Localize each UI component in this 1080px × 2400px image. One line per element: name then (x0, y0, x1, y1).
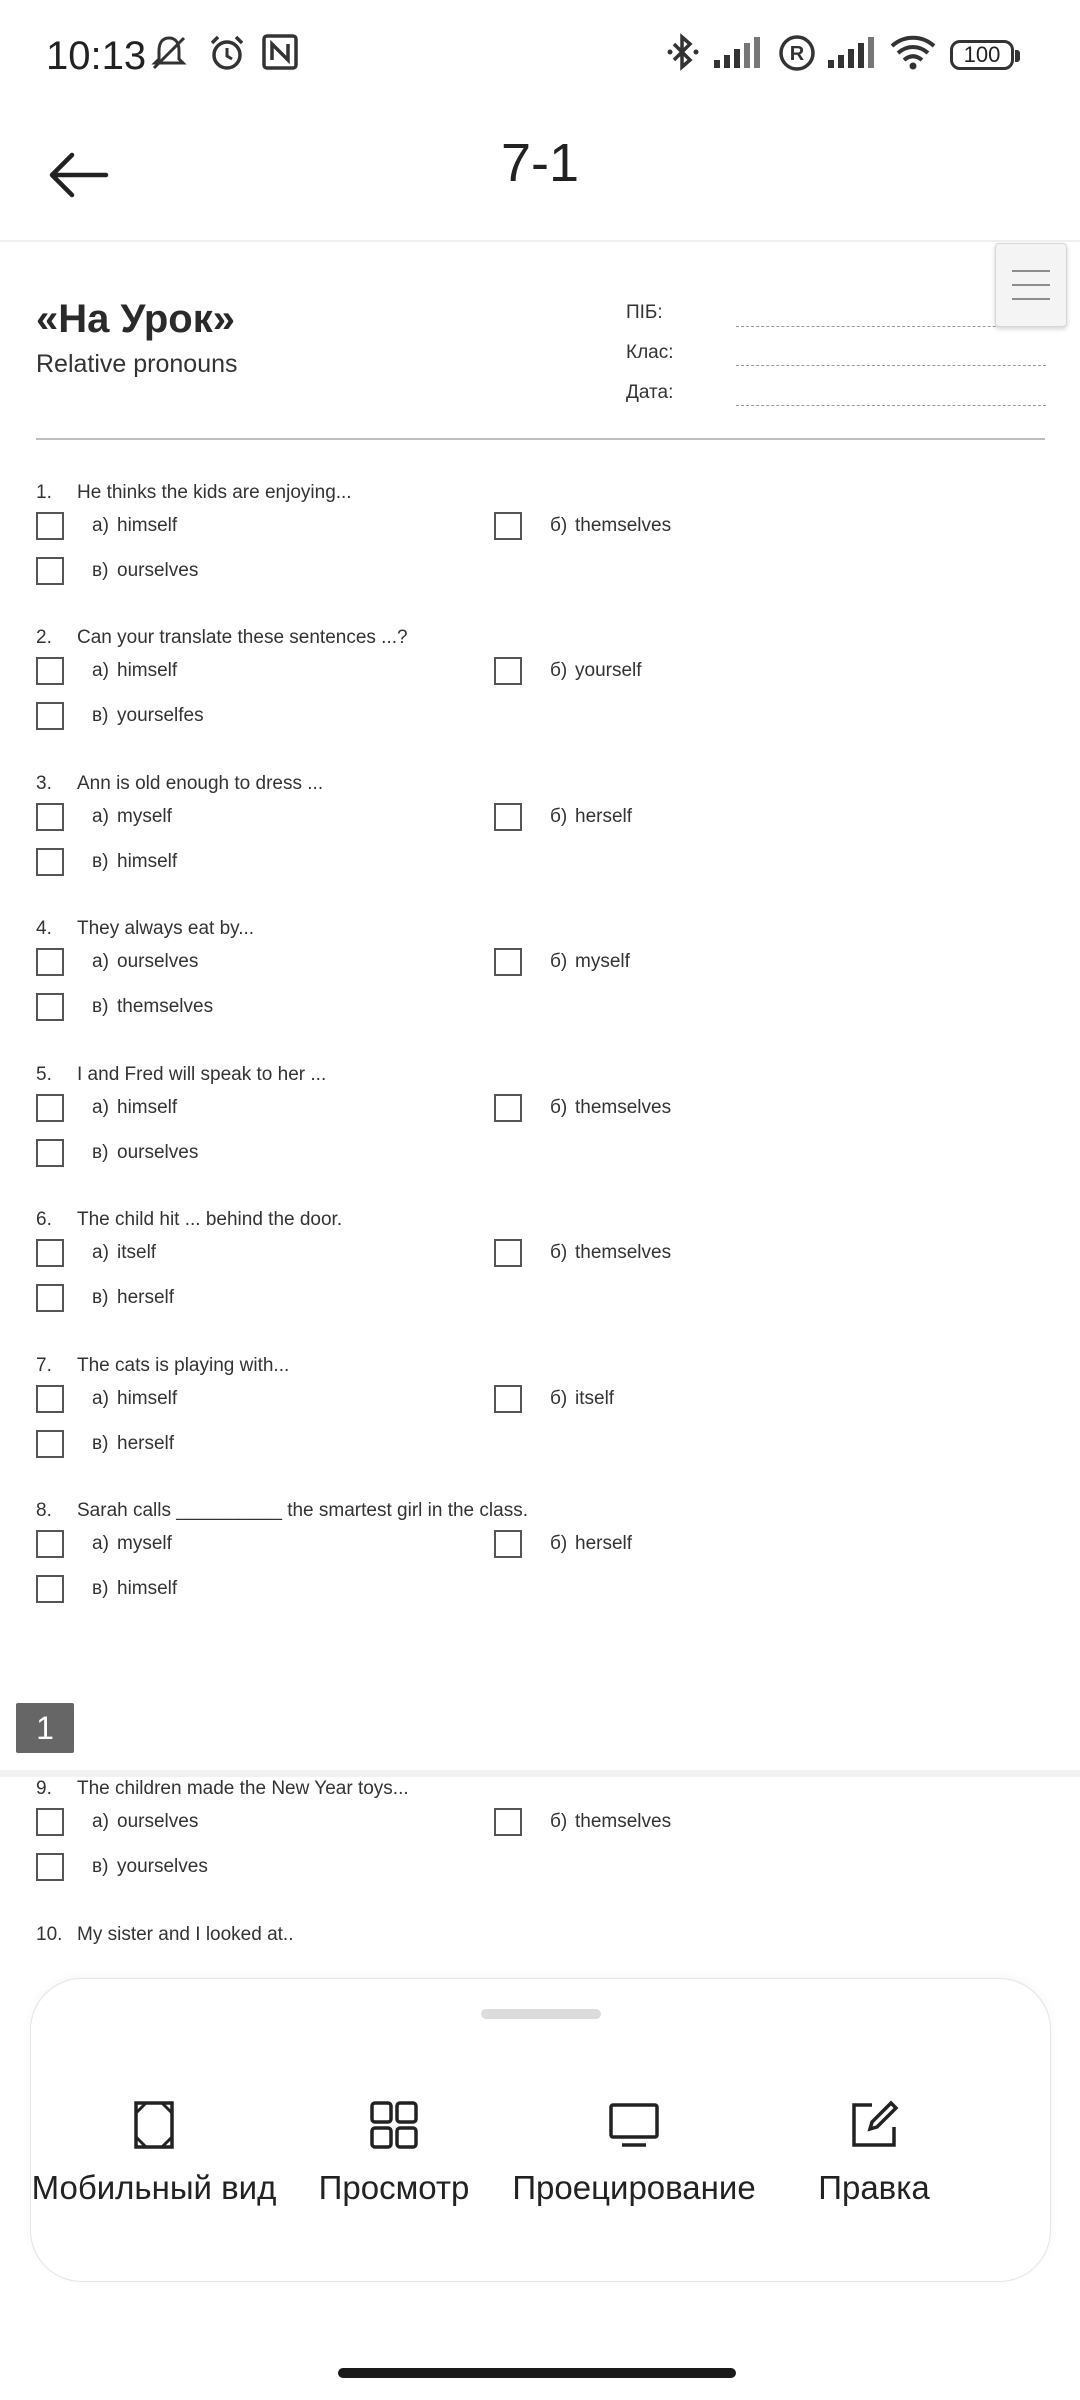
mobile-view-icon (128, 2099, 180, 2151)
option-text: ourselves (117, 951, 199, 972)
option-letter: б) (550, 515, 568, 536)
wifi-icon (888, 32, 938, 74)
answer-checkbox[interactable] (36, 1575, 64, 1603)
answer-checkbox[interactable] (36, 657, 64, 685)
answer-checkbox[interactable] (36, 803, 64, 831)
answer-checkbox[interactable] (36, 1239, 64, 1267)
option-letter: б) (550, 806, 568, 827)
answer-checkbox[interactable] (494, 512, 522, 540)
edit-button[interactable] (749, 2099, 999, 2207)
question-text: I and Fred will speak to her ... (77, 1064, 327, 1085)
page-title: 7-1 (500, 133, 580, 193)
menu-button[interactable] (995, 243, 1067, 327)
sheet-drag-handle[interactable] (481, 2009, 601, 2019)
question-number: 10. (36, 1924, 63, 1945)
option-text: itself (575, 1388, 615, 1409)
question-text: Ann is old enough to dress ... (77, 773, 324, 794)
question-number: 6. (36, 1209, 52, 1230)
date-field-line (736, 405, 1046, 406)
option-text: themselves (117, 996, 214, 1017)
option-text: myself (117, 1533, 172, 1554)
date-field-label: Дата: (626, 382, 674, 403)
option-text: itself (117, 1242, 157, 1263)
answer-checkbox[interactable] (36, 1385, 64, 1413)
option-text: yourselfes (117, 705, 204, 726)
option-letter: б) (550, 1242, 568, 1263)
option-text: himself (117, 1388, 178, 1409)
question-number: 9. (36, 1778, 52, 1799)
question-text: They always eat by... (77, 918, 255, 939)
answer-checkbox[interactable] (494, 1530, 522, 1558)
answer-checkbox[interactable] (36, 1284, 64, 1312)
monitor-icon (608, 2099, 660, 2151)
question-text: Sarah calls __________ the smartest girl in the class. (77, 1500, 528, 1521)
question-text: The cats is playing with... (77, 1355, 290, 1376)
question-number: 1. (36, 482, 52, 503)
page-break (0, 1770, 1080, 1777)
answer-checkbox[interactable] (36, 993, 64, 1021)
option-letter: в) (92, 1578, 109, 1599)
option-letter: б) (550, 1388, 568, 1409)
projection-label: Проецирование (512, 2169, 756, 2206)
answer-checkbox[interactable] (36, 512, 64, 540)
answer-checkbox[interactable] (494, 657, 522, 685)
option-text: ourselves (117, 560, 199, 581)
preview-label: Просмотр (318, 2169, 470, 2206)
answer-checkbox[interactable] (36, 1808, 64, 1836)
app-bar (0, 110, 1080, 240)
class-field-line (736, 365, 1046, 366)
option-letter: б) (550, 951, 568, 972)
answer-checkbox[interactable] (494, 803, 522, 831)
option-text: himself (117, 515, 178, 536)
option-letter: а) (92, 1388, 109, 1409)
document-brand: «На Урок» (36, 297, 235, 341)
answer-checkbox[interactable] (494, 948, 522, 976)
answer-checkbox[interactable] (494, 1808, 522, 1836)
option-letter: в) (92, 705, 109, 726)
option-text: herself (117, 1433, 175, 1454)
option-text: themselves (575, 1242, 672, 1263)
option-text: yourself (575, 660, 642, 681)
status-time: 10:13 (46, 34, 147, 78)
name-field-label: ПІБ: (626, 302, 663, 323)
question-number: 5. (36, 1064, 52, 1085)
option-text: herself (117, 1287, 175, 1308)
option-letter: а) (92, 1811, 109, 1832)
option-text: ourselves (117, 1811, 199, 1832)
option-letter: б) (550, 1533, 568, 1554)
answer-checkbox[interactable] (36, 848, 64, 876)
roaming-icon (776, 32, 818, 74)
bluetooth-icon (664, 32, 702, 74)
option-text: herself (575, 806, 633, 827)
question-text: The child hit ... behind the door. (77, 1209, 343, 1230)
svg-text:R: R (789, 43, 805, 65)
document-page[interactable] (0, 242, 1080, 1945)
answer-checkbox[interactable] (36, 1139, 64, 1167)
answer-checkbox[interactable] (36, 1530, 64, 1558)
class-field-label: Клас: (626, 342, 674, 363)
option-letter: в) (92, 1856, 109, 1877)
answer-checkbox[interactable] (36, 948, 64, 976)
option-text: myself (117, 806, 172, 827)
status-bar (0, 0, 1080, 110)
option-text: herself (575, 1533, 633, 1554)
question-number: 4. (36, 918, 52, 939)
question-text: Can your translate these sentences ...? (77, 627, 408, 648)
answer-checkbox[interactable] (494, 1094, 522, 1122)
projection-button[interactable] (509, 2099, 759, 2207)
option-letter: а) (92, 1242, 109, 1263)
document-subtitle: Relative pronouns (36, 350, 238, 378)
option-letter: в) (92, 560, 109, 581)
option-letter: б) (550, 1811, 568, 1832)
option-letter: в) (92, 1287, 109, 1308)
home-indicator[interactable] (338, 2368, 736, 2378)
question-number: 3. (36, 773, 52, 794)
option-text: himself (117, 851, 178, 872)
option-letter: в) (92, 851, 109, 872)
answer-checkbox[interactable] (36, 1853, 64, 1881)
option-letter: б) (550, 660, 568, 681)
battery-icon: 100 (950, 40, 1014, 70)
bottom-sheet (30, 1978, 1051, 2282)
answer-checkbox[interactable] (36, 702, 64, 730)
signal-icon (712, 32, 764, 74)
page-number-badge: 1 (16, 1703, 74, 1753)
alarm-icon (206, 32, 248, 74)
option-text: himself (117, 1578, 178, 1599)
answer-checkbox[interactable] (494, 1385, 522, 1413)
mute-icon (148, 32, 190, 74)
grid-view-icon (368, 2099, 420, 2151)
option-letter: а) (92, 806, 109, 827)
header-separator (36, 438, 1045, 440)
answer-checkbox[interactable] (36, 1430, 64, 1458)
mobile-view-button[interactable] (29, 2099, 279, 2207)
nfc-icon (260, 32, 300, 74)
option-letter: в) (92, 1433, 109, 1454)
answer-checkbox[interactable] (36, 1094, 64, 1122)
option-text: myself (575, 951, 630, 972)
answer-checkbox[interactable] (494, 1239, 522, 1267)
option-letter: а) (92, 1533, 109, 1554)
option-letter: а) (92, 515, 109, 536)
mobile-view-label: Мобильный вид (31, 2169, 277, 2206)
option-letter: б) (550, 1097, 568, 1118)
option-text: themselves (575, 1811, 672, 1832)
question-number: 7. (36, 1355, 52, 1376)
option-letter: а) (92, 1097, 109, 1118)
answer-checkbox[interactable] (36, 557, 64, 585)
question-number: 2. (36, 627, 52, 648)
question-text: My sister and I looked at.. (77, 1924, 294, 1945)
question-number: 8. (36, 1500, 52, 1521)
option-letter: а) (92, 951, 109, 972)
edit-icon (848, 2099, 900, 2151)
option-letter: а) (92, 660, 109, 681)
option-text: ourselves (117, 1142, 199, 1163)
signal-icon (826, 32, 878, 74)
option-letter: в) (92, 996, 109, 1017)
question-text: The children made the New Year toys... (77, 1778, 409, 1799)
option-text: themselves (575, 515, 672, 536)
edit-label: Правка (818, 2169, 930, 2206)
option-text: themselves (575, 1097, 672, 1118)
option-text: himself (117, 1097, 178, 1118)
option-text: himself (117, 660, 178, 681)
option-text: yourselves (117, 1856, 208, 1877)
option-letter: в) (92, 1142, 109, 1163)
preview-button[interactable] (269, 2099, 519, 2207)
question-text: He thinks the kids are enjoying... (77, 482, 352, 503)
